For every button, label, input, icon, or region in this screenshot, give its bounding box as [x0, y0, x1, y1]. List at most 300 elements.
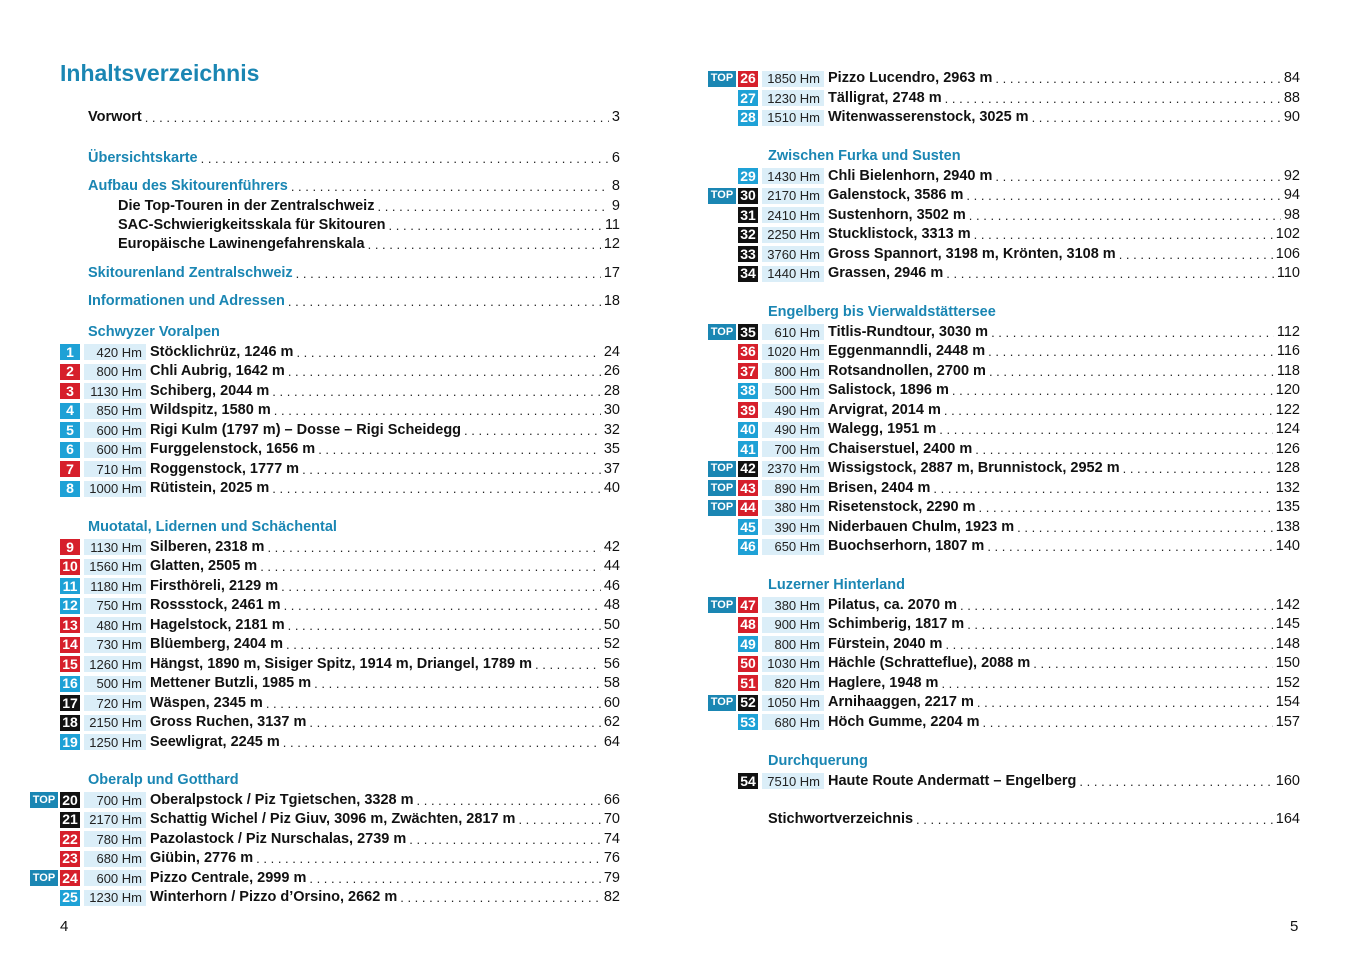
- elevation-gain: 800 Hm: [762, 636, 824, 652]
- toc-tour-row: [708, 225, 1300, 244]
- tour-name: Stöcklichrüz, 1246 m: [150, 343, 294, 360]
- toc-tour-row: [708, 401, 1300, 420]
- elevation-gain: 610 Hm: [762, 324, 824, 340]
- tour-number: 6: [60, 442, 80, 458]
- tour-number: 22: [60, 831, 80, 847]
- toc-entry: [88, 264, 620, 283]
- tour-name: Schiberg, 2044 m: [150, 382, 270, 399]
- tour-name: Pizzo Centrale, 2999 m: [150, 869, 307, 886]
- leader-dots: [296, 343, 600, 362]
- leader-dots: [291, 177, 609, 196]
- toc-tour-row: [708, 498, 1300, 517]
- page-number-right: 5: [1290, 918, 1299, 935]
- top-badge: TOP: [30, 792, 58, 808]
- tour-number: 29: [738, 168, 758, 184]
- page-number: 138: [1275, 518, 1300, 535]
- leader-dots: [302, 460, 601, 479]
- tour-name: Silberen, 2318 m: [150, 538, 265, 555]
- page-number: 32: [603, 421, 620, 438]
- tour-number: 23: [60, 851, 80, 867]
- toc-tour-row: [30, 596, 620, 615]
- tour-number: 40: [738, 422, 758, 438]
- page-number: 157: [1275, 713, 1300, 730]
- tour-number: 9: [60, 539, 80, 555]
- toc-tour-row: [30, 343, 620, 362]
- page-number: 56: [603, 655, 620, 672]
- elevation-gain: 850 Hm: [84, 403, 146, 419]
- tour-name: Schimberig, 1817 m: [828, 616, 965, 632]
- leader-dots: [977, 693, 1273, 712]
- elevation-gain: 750 Hm: [84, 598, 146, 614]
- page-number: 148: [1275, 635, 1300, 652]
- tour-name: Glatten, 2505 m: [150, 558, 258, 574]
- page-number: 3: [611, 109, 620, 125]
- tour-name: Furggelenstock, 1656 m: [150, 441, 316, 457]
- page-number: 76: [603, 850, 620, 866]
- page-number: 164: [1275, 811, 1300, 827]
- leader-dots: [274, 401, 601, 420]
- toc-tour-row: [708, 615, 1300, 634]
- elevation-gain: 730 Hm: [84, 637, 146, 653]
- tour-name: Rütistein, 2025 m: [150, 480, 270, 496]
- tour-name: Wissigstock, 2887 m, Brunnistock, 2952 m: [828, 460, 1120, 476]
- elevation-gain: 480 Hm: [84, 617, 146, 633]
- toc-tour-row: [30, 791, 620, 810]
- tour-number: 18: [60, 715, 80, 731]
- toc-tour-row: [30, 674, 620, 693]
- tour-name: Haute Route Andermatt – Engelberg: [828, 772, 1077, 789]
- tour-name: Chli Aubrig, 1642 m: [150, 363, 285, 379]
- tour-number: 12: [60, 598, 80, 614]
- leader-dots: [1123, 459, 1273, 478]
- tour-number: 13: [60, 617, 80, 633]
- tour-number: 21: [60, 812, 80, 828]
- elevation-gain: 500 Hm: [84, 676, 146, 692]
- toc-tour-row: [708, 69, 1300, 88]
- leader-dots: [1033, 654, 1273, 673]
- leader-dots: [288, 362, 601, 381]
- page-number: 35: [603, 441, 620, 457]
- toc-tour-row: [708, 772, 1300, 791]
- page-number: 52: [603, 636, 620, 652]
- page-number: 74: [603, 830, 620, 847]
- page-number: 112: [1276, 323, 1300, 340]
- leader-dots: [267, 538, 600, 557]
- elevation-gain: 600 Hm: [84, 422, 146, 438]
- section-heading: Zwischen Furka und Susten: [768, 148, 961, 164]
- elevation-gain: 900 Hm: [762, 617, 824, 633]
- elevation-gain: 1020 Hm: [762, 344, 824, 360]
- leader-dots: [377, 197, 608, 216]
- page-number: 17: [603, 265, 620, 281]
- toc-entry-label: Stichwortverzeichnis: [768, 811, 914, 827]
- tour-number: 7: [60, 461, 80, 477]
- leader-dots: [145, 108, 609, 127]
- page-number: 18: [603, 293, 620, 309]
- tour-name: Schattig Wichel / Piz Giuv, 3096 m, Zwächten, 2817 m: [150, 811, 516, 827]
- page-number: 94: [1283, 187, 1300, 203]
- tour-name: Chli Bielenhorn, 2940 m: [828, 167, 993, 184]
- elevation-gain: 600 Hm: [84, 442, 146, 458]
- toc-entry: [118, 235, 620, 254]
- leader-dots: [309, 869, 601, 888]
- leader-dots: [979, 498, 1273, 517]
- tour-name: Stucklistock, 3313 m: [828, 226, 971, 242]
- elevation-gain: 1510 Hm: [762, 110, 824, 126]
- toc-tour-row: [708, 264, 1300, 283]
- tour-name: Gross Ruchen, 3137 m: [150, 714, 307, 730]
- elevation-gain: 500 Hm: [762, 383, 824, 399]
- tour-number: 46: [738, 539, 758, 555]
- tour-name: Brisen, 2404 m: [828, 479, 931, 496]
- page-number: 145: [1275, 616, 1300, 632]
- tour-number: 2: [60, 364, 80, 380]
- leader-dots: [1119, 245, 1273, 264]
- toc-tour-row: [708, 693, 1300, 712]
- elevation-gain: 720 Hm: [84, 695, 146, 711]
- tour-name: Roggenstock, 1777 m: [150, 460, 300, 477]
- toc-tour-row: [708, 635, 1300, 654]
- leader-dots: [995, 167, 1280, 186]
- toc-entry-label: Die Top-Touren in der Zentralschweiz: [118, 198, 375, 214]
- tour-name: Chaiserstuel, 2400 m: [828, 440, 973, 457]
- toc-entry: [88, 149, 620, 168]
- toc-tour-row: [708, 479, 1300, 498]
- tour-number: 52: [738, 695, 758, 711]
- tour-number: 19: [60, 734, 80, 750]
- elevation-gain: 1130 Hm: [84, 383, 146, 399]
- tour-number: 42: [738, 461, 758, 477]
- tour-number: 26: [738, 71, 758, 87]
- elevation-gain: 1250 Hm: [84, 734, 146, 750]
- page-number: 110: [1276, 265, 1300, 281]
- toc-tour-row: [30, 713, 620, 732]
- section-heading: Oberalp und Gotthard: [88, 772, 239, 788]
- tour-number: 51: [738, 675, 758, 691]
- toc-tour-row: [708, 518, 1300, 537]
- toc-tour-row: [30, 421, 620, 440]
- elevation-gain: 1260 Hm: [84, 656, 146, 672]
- leader-dots: [296, 264, 601, 283]
- toc-tour-row: [30, 577, 620, 596]
- page-number: 106: [1275, 245, 1300, 262]
- toc-entry-label: Skitourenland Zentralschweiz: [88, 265, 293, 281]
- tour-number: 31: [738, 207, 758, 223]
- leader-dots: [256, 849, 601, 868]
- page-number: 122: [1275, 401, 1300, 418]
- tour-number: 39: [738, 402, 758, 418]
- page-number: 126: [1275, 440, 1300, 457]
- leader-dots: [974, 225, 1273, 244]
- leader-dots: [417, 791, 601, 810]
- tour-number: 5: [60, 422, 80, 438]
- page-number: 62: [603, 714, 620, 730]
- leader-dots: [988, 342, 1274, 361]
- page-number: 37: [603, 460, 620, 477]
- elevation-gain: 1000 Hm: [84, 481, 146, 497]
- page-number: 154: [1275, 694, 1300, 710]
- toc-tour-row: [30, 616, 620, 635]
- tour-number: 4: [60, 403, 80, 419]
- leader-dots: [1032, 108, 1281, 127]
- tour-number: 32: [738, 227, 758, 243]
- tour-name: Rotsandnollen, 2700 m: [828, 362, 986, 379]
- toc-tour-row: [708, 381, 1300, 400]
- toc-tour-row: [30, 479, 620, 498]
- toc-tour-row: [30, 460, 620, 479]
- tour-name: Blüemberg, 2404 m: [150, 636, 283, 652]
- elevation-gain: 800 Hm: [762, 363, 824, 379]
- page-number: 46: [603, 577, 620, 594]
- elevation-gain: 2410 Hm: [762, 207, 824, 223]
- tour-number: 37: [738, 363, 758, 379]
- toc-tour-row: [708, 186, 1300, 205]
- tour-name: Buochserhorn, 1807 m: [828, 538, 985, 554]
- leader-dots: [284, 596, 601, 615]
- tour-number: 16: [60, 676, 80, 692]
- leader-dots: [400, 888, 601, 907]
- elevation-gain: 3760 Hm: [762, 246, 824, 262]
- toc-tour-row: [708, 323, 1300, 342]
- tour-number: 35: [738, 324, 758, 340]
- tour-name: Pazolastock / Piz Nurschalas, 2739 m: [150, 830, 407, 847]
- tour-name: Gross Spannort, 3198 m, Krönten, 3108 m: [828, 245, 1116, 262]
- toc-entry-label: Aufbau des Skitourenführers: [88, 178, 288, 194]
- elevation-gain: 380 Hm: [762, 597, 824, 613]
- toc-entry: [118, 197, 620, 216]
- tour-number: 53: [738, 714, 758, 730]
- elevation-gain: 1230 Hm: [84, 890, 146, 906]
- tour-number: 11: [60, 578, 80, 594]
- leader-dots: [975, 440, 1273, 459]
- tour-number: 43: [738, 480, 758, 496]
- tour-number: 10: [60, 559, 80, 575]
- tour-number: 41: [738, 441, 758, 457]
- tour-number: 38: [738, 383, 758, 399]
- section-heading: Schwyzer Voralpen: [88, 324, 220, 340]
- toc-entry-label: Vorwort: [88, 109, 142, 125]
- leader-dots: [281, 577, 601, 596]
- elevation-gain: 700 Hm: [762, 441, 824, 457]
- page-number: 132: [1275, 479, 1300, 496]
- elevation-gain: 490 Hm: [762, 422, 824, 438]
- leader-dots: [318, 440, 601, 459]
- leader-dots: [991, 323, 1274, 342]
- leader-dots: [939, 420, 1273, 439]
- page-number: 82: [603, 889, 620, 905]
- tour-name: Firsthöreli, 2129 m: [150, 577, 279, 594]
- page-number: 9: [611, 198, 620, 214]
- section-heading: Engelberg bis Vierwaldstättersee: [768, 304, 996, 320]
- leader-dots: [941, 674, 1272, 693]
- tour-name: Pizzo Lucendro, 2963 m: [828, 70, 993, 86]
- page-number: 26: [603, 363, 620, 379]
- toc-tour-row: [30, 362, 620, 381]
- top-badge: TOP: [708, 188, 736, 204]
- toc-tour-row: [708, 245, 1300, 264]
- page-number: 28: [603, 382, 620, 399]
- page-number: 64: [603, 733, 620, 750]
- leader-dots: [389, 216, 602, 235]
- page-number: 24: [603, 343, 620, 360]
- elevation-gain: 680 Hm: [84, 851, 146, 867]
- toc-tour-row: [708, 108, 1300, 127]
- leader-dots: [946, 264, 1274, 283]
- tour-name: Höch Gumme, 2204 m: [828, 713, 980, 730]
- leader-dots: [1017, 518, 1273, 537]
- tour-name: Hängst, 1890 m, Sisiger Spitz, 1914 m, Driangel, 1789 m: [150, 655, 532, 672]
- leader-dots: [288, 616, 601, 635]
- page-number: 116: [1276, 343, 1300, 359]
- page-number: 135: [1275, 499, 1300, 515]
- tour-number: 45: [738, 519, 758, 535]
- leader-dots: [409, 830, 601, 849]
- elevation-gain: 1030 Hm: [762, 656, 824, 672]
- elevation-gain: 7510 Hm: [762, 773, 824, 789]
- toc-entry: [88, 177, 620, 196]
- elevation-gain: 800 Hm: [84, 364, 146, 380]
- toc-tour-row: [30, 538, 620, 557]
- tour-number: 17: [60, 695, 80, 711]
- elevation-gain: 420 Hm: [84, 344, 146, 360]
- elevation-gain: 1230 Hm: [762, 90, 824, 106]
- section-heading: Muotatal, Lidernen und Schächental: [88, 519, 337, 535]
- toc-tour-row: [30, 557, 620, 576]
- elevation-gain: 2170 Hm: [762, 188, 824, 204]
- page-number: 60: [603, 694, 620, 711]
- leader-dots: [945, 635, 1272, 654]
- leader-dots: [288, 292, 601, 311]
- toc-entry: [118, 216, 620, 235]
- elevation-gain: 600 Hm: [84, 870, 146, 886]
- elevation-gain: 2170 Hm: [84, 812, 146, 828]
- leader-dots: [995, 69, 1280, 88]
- page-number: 66: [603, 791, 620, 808]
- tour-number: 47: [738, 597, 758, 613]
- toc-tour-row: [30, 733, 620, 752]
- tour-number: 3: [60, 383, 80, 399]
- page-number: 152: [1275, 674, 1300, 691]
- tour-name: Sustenhorn, 3502 m: [828, 206, 966, 223]
- tour-name: Galenstock, 3586 m: [828, 187, 964, 203]
- tour-number: 24: [60, 870, 80, 886]
- elevation-gain: 380 Hm: [762, 500, 824, 516]
- top-badge: TOP: [708, 597, 736, 613]
- page-number: 150: [1275, 655, 1300, 671]
- tour-number: 28: [738, 110, 758, 126]
- page-number: 48: [603, 597, 620, 613]
- page-number: 140: [1275, 538, 1300, 554]
- page-number: 88: [1283, 89, 1300, 106]
- toc-tour-row: [708, 713, 1300, 732]
- tour-name: Walegg, 1951 m: [828, 421, 937, 437]
- toc-entry: [88, 108, 620, 127]
- tour-number: 20: [60, 792, 80, 808]
- toc-tour-row: [708, 440, 1300, 459]
- elevation-gain: 2250 Hm: [762, 227, 824, 243]
- toc-tour-row: [708, 459, 1300, 478]
- tour-name: Titlis-Rundtour, 3030 m: [828, 323, 989, 340]
- page-number: 8: [611, 178, 620, 194]
- tour-name: Mettener Butzli, 1985 m: [150, 675, 312, 691]
- leader-dots: [286, 635, 601, 654]
- toc-tour-row: [708, 654, 1300, 673]
- leader-dots: [969, 206, 1281, 225]
- page-number: 42: [603, 538, 620, 555]
- toc-tour-row: [30, 869, 620, 888]
- elevation-gain: 1430 Hm: [762, 168, 824, 184]
- leader-dots: [518, 810, 600, 829]
- toc-entry-index: [768, 810, 1300, 829]
- tour-name: Seewligrat, 2245 m: [150, 733, 280, 750]
- page-number: 11: [604, 217, 620, 233]
- elevation-gain: 890 Hm: [762, 480, 824, 496]
- toc-tour-row: [708, 167, 1300, 186]
- tour-number: 54: [738, 773, 758, 789]
- tour-name: Wildspitz, 1580 m: [150, 402, 271, 418]
- toc-entry-label: Übersichtskarte: [88, 150, 198, 166]
- tour-name: Tälligrat, 2748 m: [828, 89, 942, 106]
- toc-tour-row: [30, 849, 620, 868]
- tour-number: 27: [738, 90, 758, 106]
- toc-tour-row: [708, 362, 1300, 381]
- page-number: 90: [1283, 109, 1300, 125]
- tour-number: 50: [738, 656, 758, 672]
- tour-number: 14: [60, 637, 80, 653]
- leader-dots: [201, 149, 609, 168]
- leader-dots: [283, 733, 601, 752]
- leader-dots: [464, 421, 601, 440]
- elevation-gain: 780 Hm: [84, 831, 146, 847]
- leader-dots: [945, 89, 1281, 108]
- page-number: 30: [603, 402, 620, 418]
- elevation-gain: 1850 Hm: [762, 71, 824, 87]
- leader-dots: [535, 655, 601, 674]
- leader-dots: [309, 713, 601, 732]
- leader-dots: [944, 401, 1273, 420]
- top-badge: TOP: [708, 480, 736, 496]
- tour-number: 33: [738, 246, 758, 262]
- toc-entry-label: Europäische Lawinengefahrenskala: [118, 236, 365, 252]
- page-number: 92: [1283, 167, 1300, 184]
- elevation-gain: 650 Hm: [762, 539, 824, 555]
- elevation-gain: 2150 Hm: [84, 715, 146, 731]
- elevation-gain: 390 Hm: [762, 519, 824, 535]
- page-number: 102: [1275, 226, 1300, 242]
- elevation-gain: 2370 Hm: [762, 461, 824, 477]
- toc-tour-row: [30, 830, 620, 849]
- elevation-gain: 1180 Hm: [84, 578, 146, 594]
- tour-name: Rossstock, 2461 m: [150, 597, 281, 613]
- top-badge: TOP: [708, 695, 736, 711]
- toc-tour-row: [708, 537, 1300, 556]
- tour-name: Wäspen, 2345 m: [150, 694, 263, 711]
- elevation-gain: 490 Hm: [762, 402, 824, 418]
- leader-dots: [989, 362, 1274, 381]
- tour-name: Hagelstock, 2181 m: [150, 616, 285, 633]
- tour-name: Giübin, 2776 m: [150, 850, 254, 866]
- page-number: 12: [603, 236, 620, 252]
- tour-name: Eggenmanndli, 2448 m: [828, 343, 986, 359]
- page-number: 128: [1275, 460, 1300, 476]
- toc-tour-row: [30, 888, 620, 907]
- leader-dots: [272, 382, 601, 401]
- tour-number: 30: [738, 188, 758, 204]
- toc-tour-row: [30, 440, 620, 459]
- elevation-gain: 1560 Hm: [84, 559, 146, 575]
- elevation-gain: 820 Hm: [762, 675, 824, 691]
- leader-dots: [260, 557, 601, 576]
